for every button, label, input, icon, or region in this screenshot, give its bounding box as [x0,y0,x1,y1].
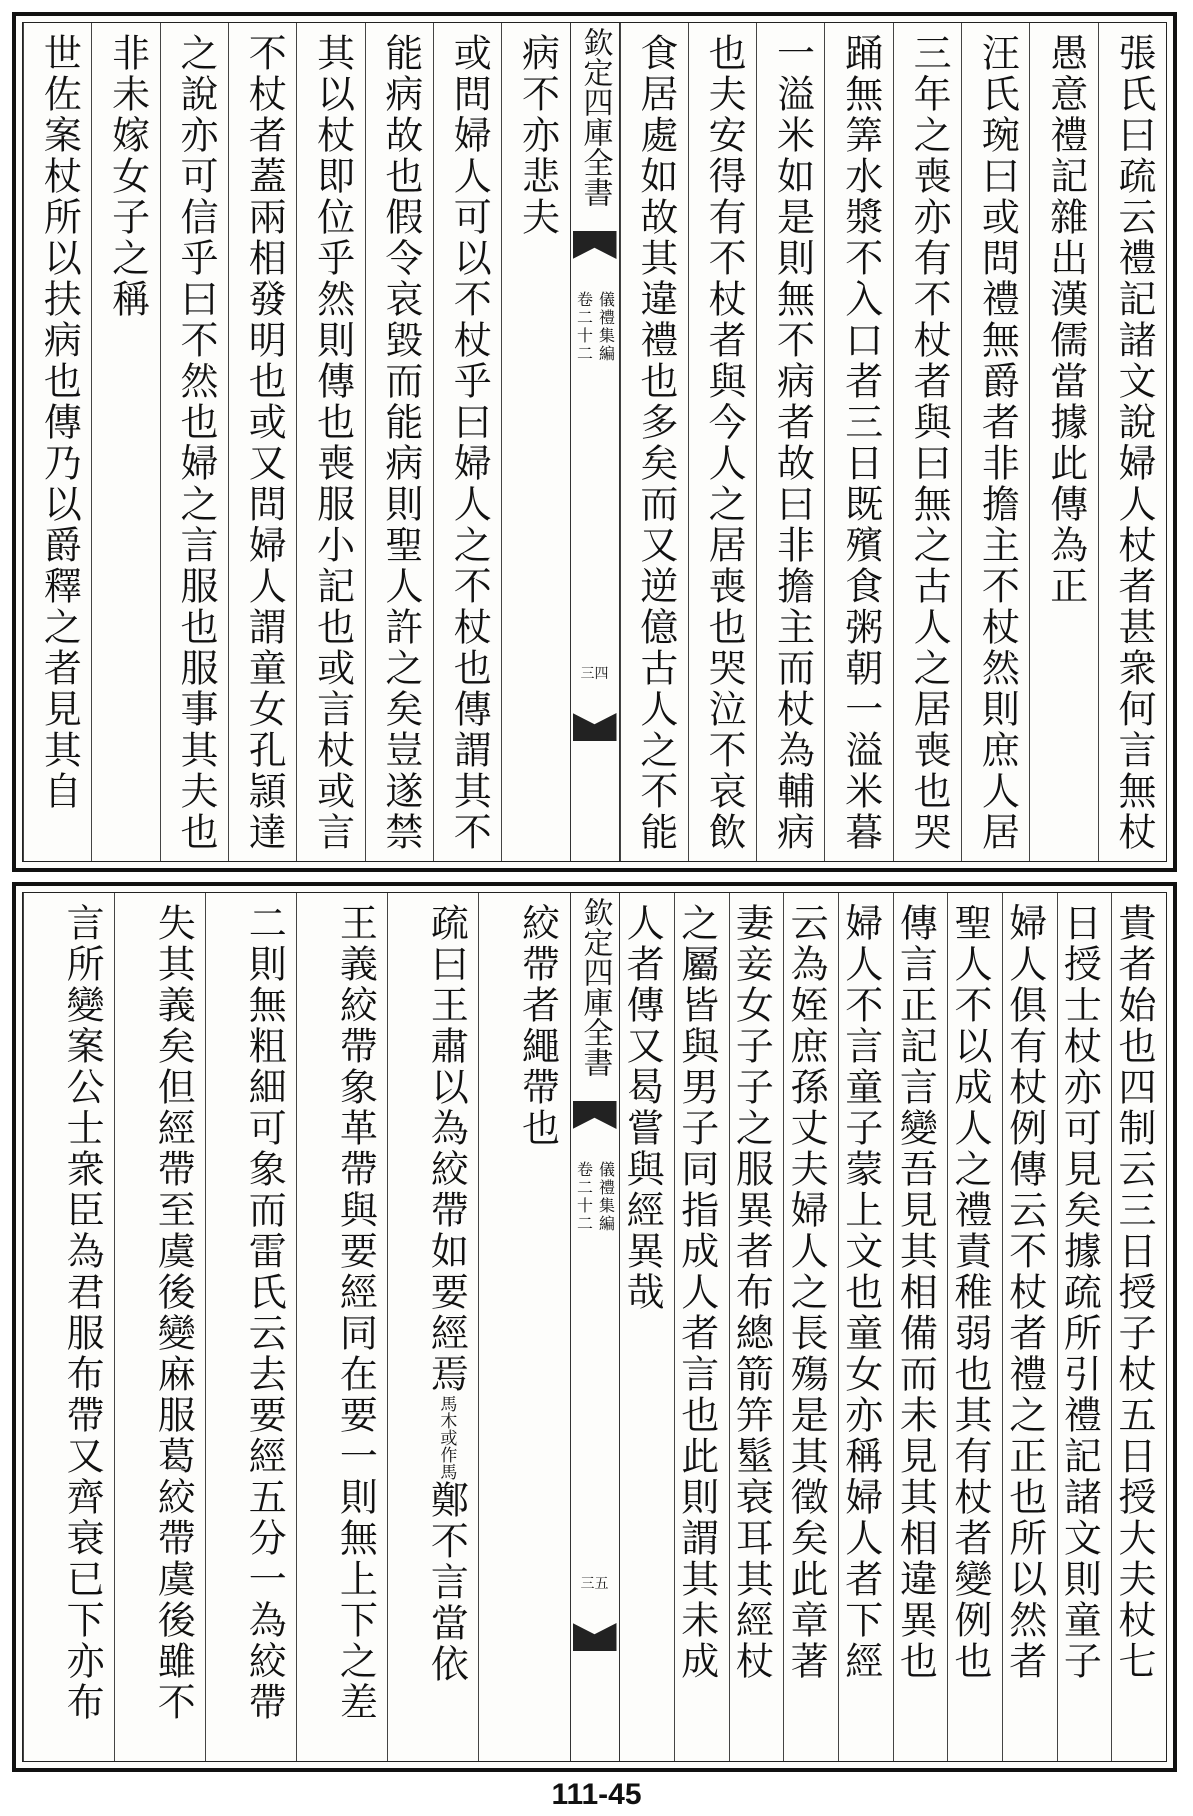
center-header-title: 欽定四庫全書 [577,27,613,207]
text-column: 婦人不言童子蒙上文也童女亦稱婦人者下經 [838,893,893,1761]
interlinear-note: 馬木或作馬 [436,1395,457,1480]
text-column: 非未嫁女子之稱 [91,23,159,861]
text-column: 失其義矣但經帶至虞後變麻服葛絞帶虞後雖不 [114,893,205,1761]
text-column: 世佐案杖所以扶病也傳乃以爵釋之者見其自 [23,23,91,861]
text-column: 二則無粗細可象而雷氏云去要經五分一為絞帶 [205,893,296,1761]
text-column: 貴者始也四制云三日授子杖五日授大夫杖七 [1111,893,1166,1761]
text-column: 傳言正記言變吾見其相備而未見其相違異也 [893,893,948,1761]
page-number: 三五 [580,1576,609,1592]
text-column: 三年之喪亦有不杖者與曰無之古人之居喪也哭 [893,23,961,861]
upper-left-half [23,23,570,861]
text-column: 人者傳又曷嘗與經異哉 [620,893,675,1761]
fish-tail-mark-icon [573,713,617,741]
upper-page-frame [22,22,1167,862]
text-column: 之說亦可信乎曰不然也婦之言服也服事其夫也 [160,23,228,861]
text-column: 不杖者蓋兩相發明也或又問婦人謂童女孔頴達 [228,23,296,861]
text-column: 日授士杖亦可見矣據疏所引禮記諸文則童子 [1057,893,1112,1761]
text-column: 絞帶者繩帶也 [478,893,569,1761]
center-book-info [571,291,619,363]
main-text: 鄭不言當依 [424,1480,469,1685]
text-column: 汪氏琬曰或問禮無爵者非擔主不杖然則庶人居 [961,23,1029,861]
text-column: 妻妾女子子之服異者布總箭笄髽衰耳其經杖 [729,893,784,1761]
book-title: 儀禮集編 [596,1161,616,1233]
text-column: 一溢米如是則無不病者故曰非擔主而杖為輔病 [756,23,824,861]
text-column: 踊無筭水漿不入口者三日既殯食粥朝一溢米暮 [824,23,892,861]
main-text: 疏曰王肅以為絞帶如要經焉 [424,903,469,1395]
text-column: 病不亦悲夫 [501,23,569,861]
fish-tail-mark-icon [573,1623,617,1651]
text-column: 食居處如故其違禮也多矣而又逆億古人之不能 [620,23,688,861]
text-column: 王義絞帶象革帶與要經同在要一則無上下之差 [296,893,387,1761]
book-title: 儀禮集編 [596,291,616,363]
lower-right-half [620,893,1167,1761]
text-column: 也夫安得有不杖者與今人之居喪也哭泣不哀飲 [688,23,756,861]
lower-page [12,882,1177,1772]
text-column: 聖人不以成人之禮責稚弱也其有杖者變例也 [947,893,1002,1761]
page-footer-number: 111-45 [551,1778,642,1811]
upper-page [12,12,1177,872]
volume-label: 卷二十二 [574,291,594,363]
text-column: 云為姪庶孫丈夫婦人之長殤是其徵矣此章著 [783,893,838,1761]
text-column: 其以杖即位乎然則傳也喪服小記也或言杖或言 [296,23,364,861]
text-column: 能病故也假令哀毀而能病則聖人許之矣豈遂禁 [365,23,433,861]
text-column: 言所變案公士衆臣為君服布帶又齊衰已下亦布 [23,893,114,1761]
center-header-title: 欽定四庫全書 [577,897,613,1077]
center-fold [570,893,620,1761]
text-column: 或問婦人可以不杖乎曰婦人之不杖也傳謂其不 [433,23,501,861]
center-fold [570,23,620,861]
text-column: 張氏曰疏云禮記諸文說婦人杖者甚衆何言無杖 [1098,23,1166,861]
text-column-with-note [387,893,478,1761]
lower-page-frame [22,892,1167,1762]
text-column: 愚意禮記雜出漢儒當據此傳為正 [1029,23,1097,861]
text-column: 婦人俱有杖例傳云不杖者禮之正也所以然者 [1002,893,1057,1761]
center-book-info [571,1161,619,1233]
fish-tail-mark-icon [573,1101,617,1129]
lower-left-half [23,893,570,1761]
volume-label: 卷二十二 [574,1161,594,1233]
upper-right-half [620,23,1167,861]
fish-tail-mark-icon [573,231,617,259]
page-number: 三四 [580,666,609,682]
text-column: 之屬皆與男子同指成人者言也此則謂其未成 [674,893,729,1761]
